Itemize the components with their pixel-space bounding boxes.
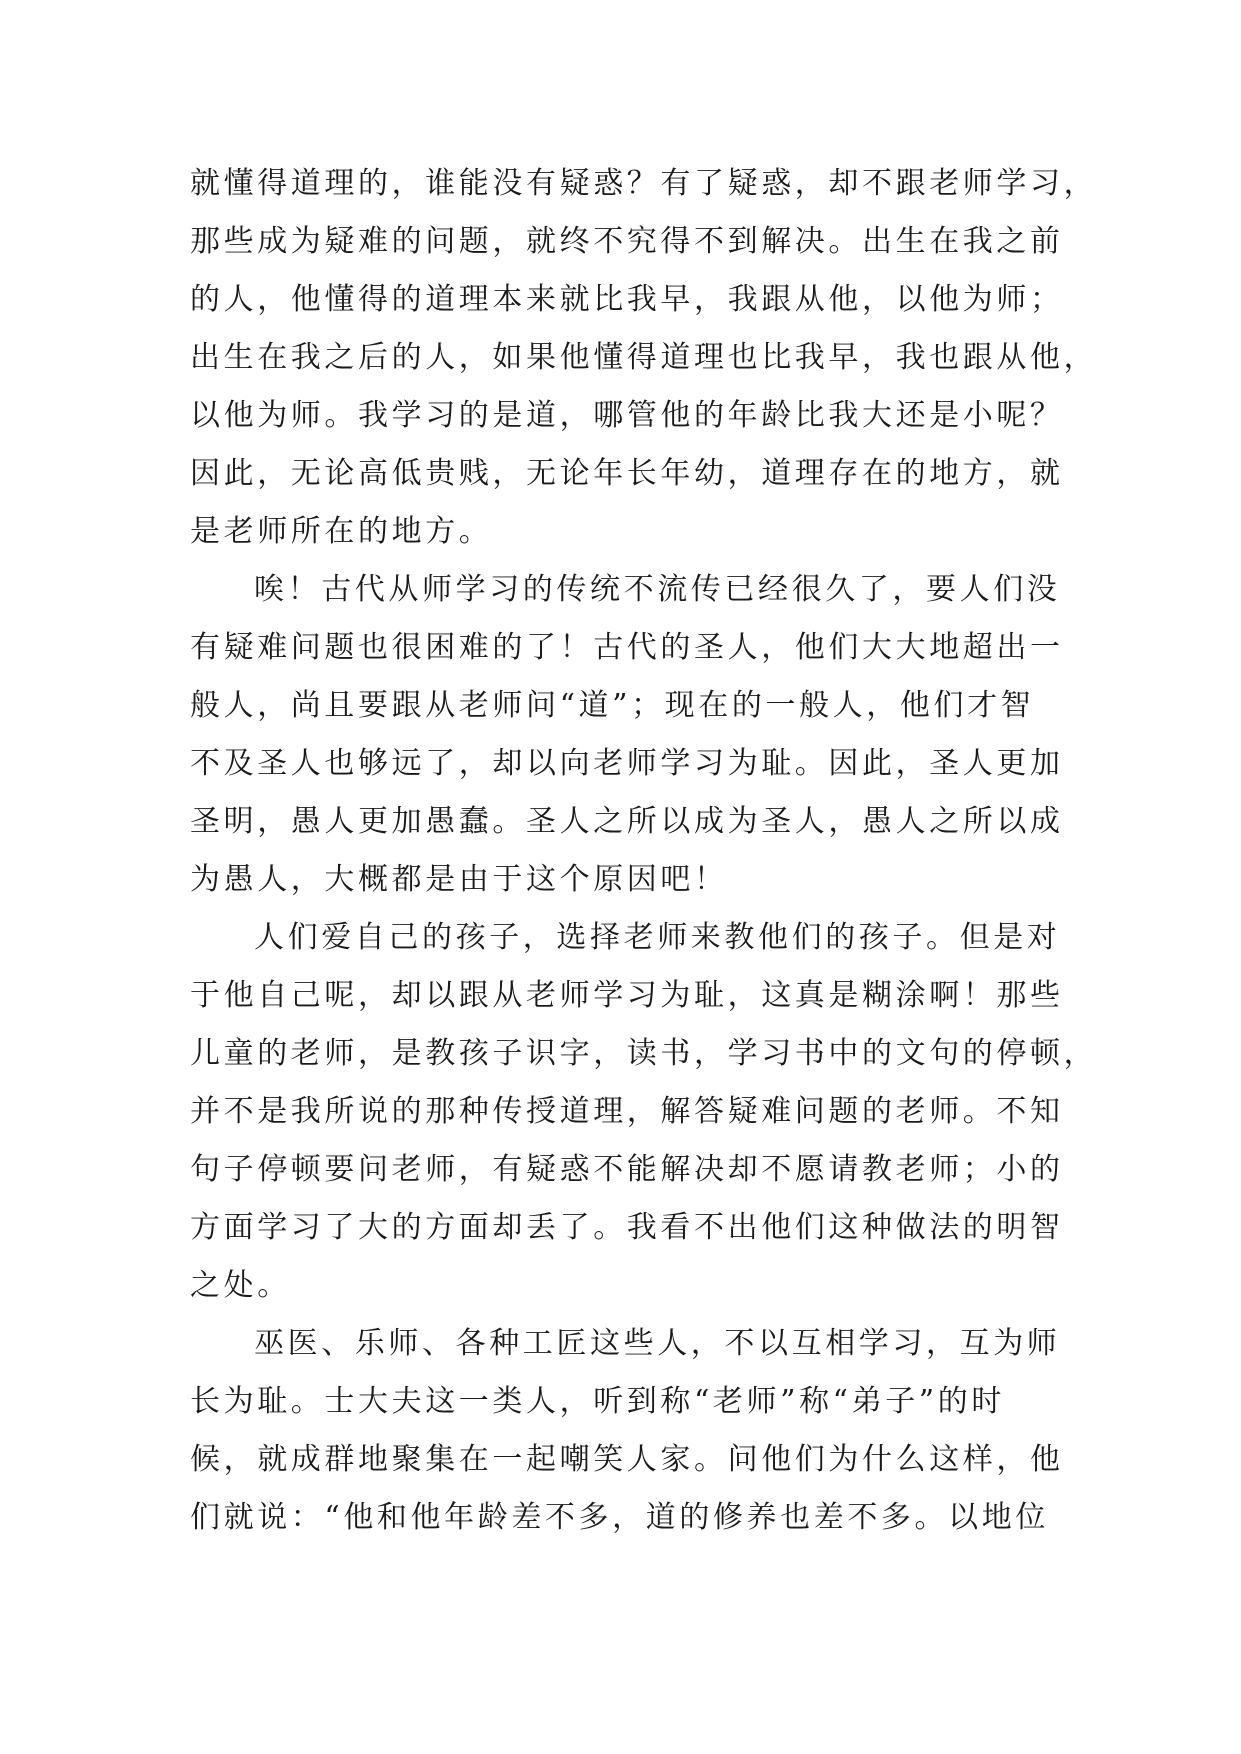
text-line: 方面学习了大的方面却丢了。我看不出他们这种做法的明智 bbox=[190, 1210, 1064, 1245]
text-line: 般人，尚且要跟从老师问“道”；现在的一般人，他们才智 bbox=[190, 688, 1035, 723]
paragraph-first-line: 人们爱自己的孩子，选择老师来教他们的孩子。但是对 bbox=[254, 920, 1061, 955]
text-line: 以他为师。我学习的是道，哪管他的年龄比我大还是小呢？ bbox=[190, 398, 1064, 433]
text-line: 们就说：“他和他年龄差不多，道的修养也差不多。以地位 bbox=[190, 1500, 1049, 1535]
text-line: 不及圣人也够远了，却以向老师学习为耻。因此，圣人更加 bbox=[190, 746, 1064, 781]
text-line: 圣明，愚人更加愚蠢。圣人之所以成为圣人，愚人之所以成 bbox=[190, 804, 1064, 839]
text-line: 儿童的老师，是教孩子识字，读书，学习书中的文句的停顿， bbox=[190, 1036, 1098, 1071]
text-line: 于他自己呢，却以跟从老师学习为耻，这真是糊涂啊！那些 bbox=[190, 978, 1064, 1013]
body-text bbox=[190, 155, 1098, 1547]
text-line: 候，就成群地聚集在一起嘲笑人家。问他们为什么这样，他 bbox=[190, 1442, 1064, 1477]
text-line: 长为耻。士大夫这一类人，听到称“老师”称“弟子”的时 bbox=[190, 1384, 1005, 1419]
paragraph-first-line: 巫医、乐师、各种工匠这些人，不以互相学习，互为师 bbox=[254, 1326, 1061, 1361]
text-line: 因此，无论高低贵贱，无论年长年幼，道理存在的地方，就 bbox=[190, 456, 1064, 491]
text-line: 是老师所在的地方。 bbox=[190, 514, 493, 549]
paragraph-first-line: 唉！古代从师学习的传统不流传已经很久了，要人们没 bbox=[254, 572, 1061, 607]
text-line: 为愚人，大概都是由于这个原因吧！ bbox=[190, 862, 728, 897]
text-line: 句子停顿要问老师，有疑惑不能解决却不愿请教老师；小的 bbox=[190, 1152, 1064, 1187]
text-line: 那些成为疑难的问题，就终不究得不到解决。出生在我之前 bbox=[190, 224, 1064, 259]
text-line: 出生在我之后的人，如果他懂得道理也比我早，我也跟从他， bbox=[190, 340, 1098, 375]
text-line: 有疑难问题也很困难的了！古代的圣人，他们大大地超出一 bbox=[190, 630, 1064, 665]
text-line: 之处。 bbox=[190, 1268, 291, 1303]
text-line: 并不是我所说的那种传授道理，解答疑难问题的老师。不知 bbox=[190, 1094, 1064, 1129]
text-line: 的人，他懂得的道理本来就比我早，我跟从他，以他为师； bbox=[190, 282, 1064, 317]
text-line: 就懂得道理的，谁能没有疑惑？有了疑惑，却不跟老师学习， bbox=[190, 166, 1098, 201]
